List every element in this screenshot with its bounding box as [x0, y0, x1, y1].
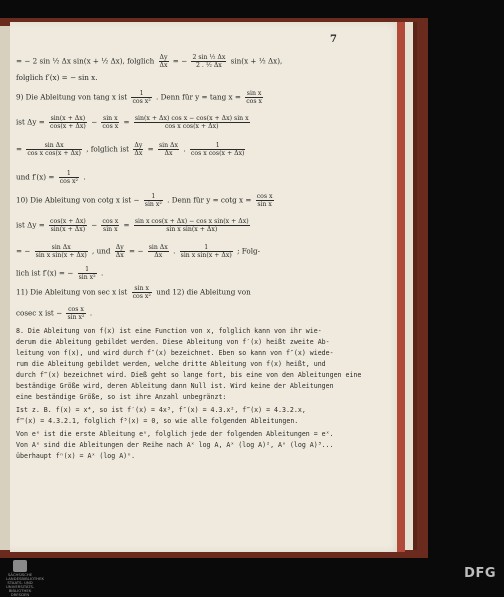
item-9-line-3: [16, 142, 394, 157]
paragraph-line: beständige Größe wird, deren Ableitung dann Null ist. Wird keine der Ableitungen: [16, 382, 334, 390]
library-logo: [6, 560, 44, 597]
item-10-result: [16, 266, 394, 281]
text-span: −: [91, 220, 98, 230]
fraction: $\frac{\text{sin x cos(x + Δx) − cos x sin(x + Δx)}}{\text{sin x sin(x + Δx)}}$: [134, 218, 249, 233]
fraction: $\frac{\text{cos x}}{\text{sin x²}}$: [67, 306, 85, 321]
item-10-line-3: [16, 244, 394, 259]
paragraph-line: f⁗(x) = 4.3.2.1, folglich f⁵(x) = 0, so wie alle folgenden Ableitungen.: [16, 417, 299, 425]
text-span: =: [123, 117, 130, 127]
item-9-heading: [16, 90, 394, 105]
fraction: $\frac{1}{\text{cos x²}}$: [59, 170, 79, 185]
fraction: $\frac{1}{\text{cos x²}}$: [132, 90, 151, 105]
fraction: $\frac{\Delta y}{\Delta x}$: [134, 142, 143, 157]
dfg-logo: DFG: [464, 566, 496, 581]
text-span: . Denn für y = cotg x =: [167, 195, 252, 205]
text-span: .: [100, 268, 104, 278]
text-span: lich ist f′(x) = −: [16, 268, 74, 278]
fraction: $\frac{\Delta y}{\Delta x}$: [159, 54, 168, 69]
fraction: $\frac{\sin(x + \Delta x)}{\cos(x + \Delta x)}$: [50, 115, 86, 130]
cover-edge: [413, 22, 417, 550]
text-span: =: [123, 220, 130, 230]
text-span: , folglich ist: [86, 144, 130, 154]
fraction: $\frac{\text{sin x}}{\text{cos x}}$: [102, 115, 119, 130]
formula-line-2: folglich f′(x) = − sin x.: [16, 73, 98, 82]
text-span: =: [147, 144, 154, 154]
fraction: $\frac{\text{sin Δx}}{\text{cos x cos(x + Δx)}}$: [27, 142, 81, 157]
text-span: −: [91, 117, 98, 127]
paragraph-line: Ist z. B. f(x) = x⁴, so ist f′(x) = 4x³, f″(x) = 4.3.x², f‴(x) = 4.3.2.x,: [16, 406, 306, 414]
text-span: und f′(x) =: [16, 172, 55, 182]
text-span: ; Folg-: [237, 246, 261, 256]
book-edge: [397, 22, 405, 552]
fraction: $\frac{\text{sin Δx}}{\Delta x}$: [148, 244, 168, 259]
page-stack-edge: [405, 22, 413, 550]
paragraph-line: Von Aˣ sind die Ableitungen der Reihe nach Aˣ log A, Aˣ (log A)², Aˣ (log A)³...: [16, 441, 334, 449]
page-number: 7: [330, 34, 337, 45]
text-span: = −: [129, 246, 144, 256]
paragraph-line: 8. Die Ableitung von f(x) ist eine Function von x, folglich kann von ihr wie-: [16, 327, 322, 335]
text-span: , und: [92, 246, 111, 256]
library-logo-text: SÄCHSISCHE LANDESBIBLIOTHEK STAATS- UND UNIVERSITÄTS- BIBLIOTHEK DRESDEN: [6, 572, 44, 597]
text-span: .: [83, 172, 86, 182]
fraction: $\frac{1}{\text{sin x²}}$: [78, 266, 96, 281]
fraction: $\frac{\text{sin Δx}}{\Delta x}$: [158, 142, 179, 157]
item-11-line: [16, 285, 394, 300]
text-span: sin(x + ½ Δx),: [230, 56, 283, 66]
fraction: $\frac{\text{sin x}}{\text{cos x²}}$: [132, 285, 151, 300]
text-span: = − 2 sin ½ Δx sin(x + ½ Δx), folglich: [16, 56, 155, 66]
fraction: $\frac{\cos(x + \Delta x)}{\sin(x + \Delta x)}$: [50, 218, 86, 233]
text-span: und 12) die Ableitung von: [156, 287, 251, 297]
paragraph-line: überhaupt fⁿ(x) = Aˣ (log A)ⁿ.: [16, 452, 136, 460]
text-span: cosec x ist −: [16, 308, 63, 318]
text-span: ist Δy =: [16, 220, 45, 230]
paragraph-line: eine beständige Größe, so ist ihre Anzahl unbegränzt:: [16, 393, 227, 401]
paragraph-line: derum die Ableitung gebildet werden. Diese Ableitung von f′(x) heißt zweite Ab-: [16, 338, 330, 346]
text-span: .: [183, 144, 186, 154]
paragraph-line: durch f‴(x) bezeichnet wird. Dieß geht so lange fort, bis eine von den Ableitungen eine: [16, 371, 362, 379]
text-span: 11) Die Ableitung von sec x ist: [16, 287, 128, 297]
fraction: $\frac{\text{cos x}}{\text{sin x}}$: [256, 193, 273, 208]
fraction: $\frac{\text{sin(x + Δx) cos x − cos(x + Δx) sin x}}{\text{cos x cos(x + Δx)}}$: [134, 115, 249, 130]
fraction: $\frac{1}{\text{cos x cos(x + Δx)}}$: [190, 142, 245, 157]
fraction: $\frac{1}{\text{sin x sin(x + Δx)}}$: [180, 244, 232, 259]
fraction: $\frac{\Delta y}{\Delta x}$: [115, 244, 124, 259]
item-9-result: [16, 170, 394, 185]
previous-page-edge: [0, 26, 10, 550]
item-12-line: [16, 306, 394, 321]
text-span: = −: [16, 246, 31, 256]
text-span: = −: [172, 56, 188, 66]
fraction: $\frac{1}{\text{sin x²}}$: [144, 193, 162, 208]
text-span: ist Δy =: [16, 117, 45, 127]
item-10-heading: [16, 193, 394, 208]
library-logo-icon: [13, 560, 27, 572]
text-span: =: [16, 144, 23, 154]
text-span: .: [173, 246, 176, 256]
fraction: $\frac{\text{sin Δx}}{\text{sin x sin(x + Δx)}}$: [35, 244, 87, 259]
paragraph-line: leitung von f(x), und wird durch f″(x) bezeichnet. Eben so kann von f″(x) wiede-: [16, 349, 334, 357]
fraction: $\frac{\text{sin x}}{\text{cos x}}$: [246, 90, 263, 105]
item-9-line-2: [16, 115, 394, 130]
text-span: . Denn für y = tang x =: [156, 92, 241, 102]
paragraph-line: rum die Ableitung gebildet werden, welche dritte Ableitung von f(x) heißt, und: [16, 360, 326, 368]
text-span: 10) Die Ableitung von cotg x ist −: [16, 195, 140, 205]
paragraph-line: Von eˣ ist die erste Ableitung eˣ, folglich jede der folgenden Ableitungen = eˣ.: [16, 430, 334, 438]
text-span: 9) Die Ableitung von tang x ist: [16, 92, 128, 102]
text-span: .: [89, 308, 93, 318]
fraction: $\frac{\text{2 sin ½ Δx}}{\text{2 . ½ Δx}}$: [192, 54, 226, 69]
item-10-line-2: [16, 218, 394, 233]
fraction: $\frac{\text{cos x}}{\text{sin x}}$: [102, 218, 119, 233]
formula-line-1: [16, 54, 394, 69]
